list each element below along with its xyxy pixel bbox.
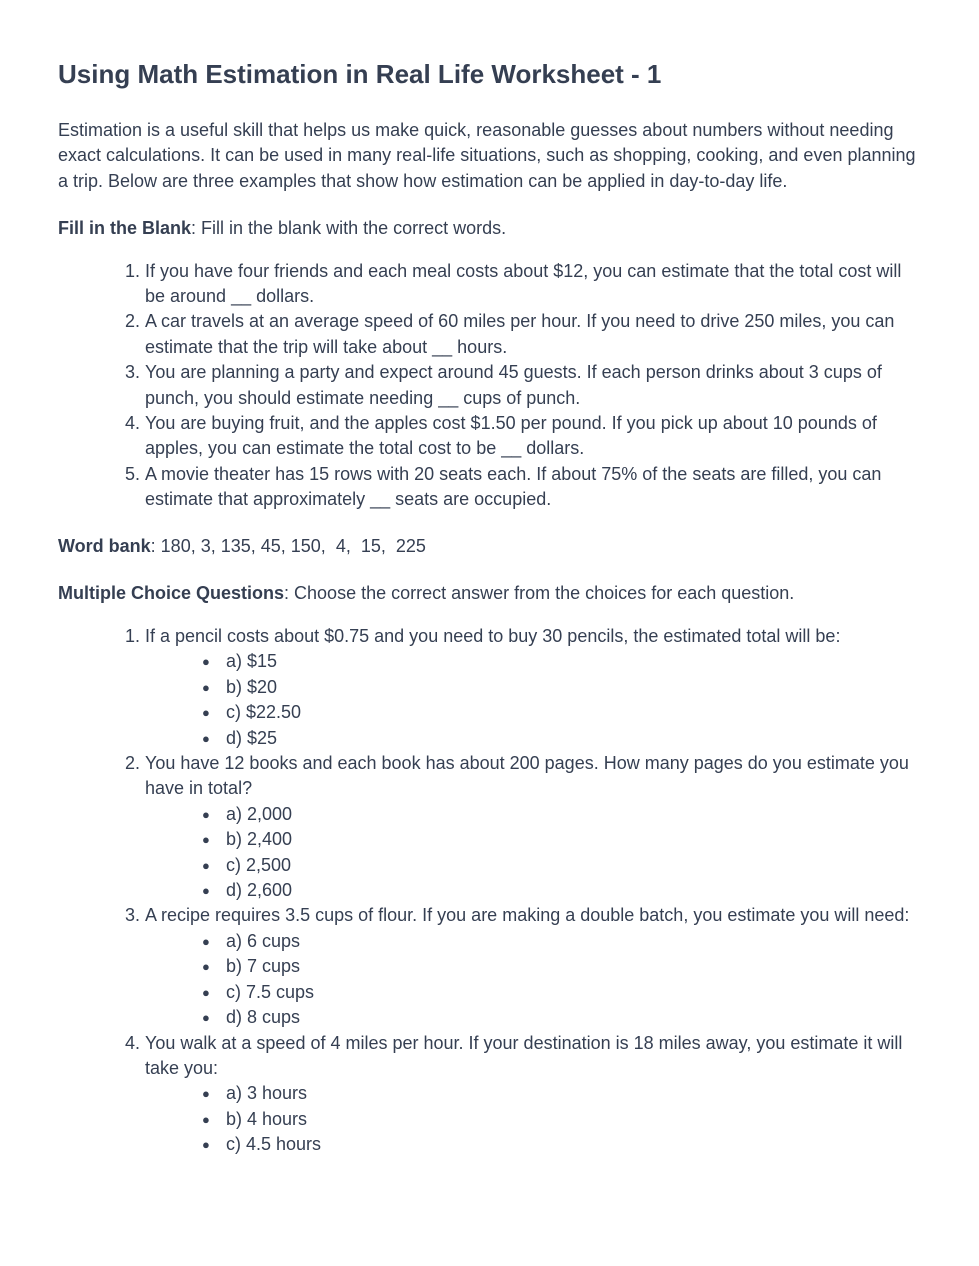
fill-heading: Fill in the Blank	[58, 217, 192, 238]
fill-section-heading	[58, 216, 924, 241]
fill-instruction: : Fill in the blank with the correct words.	[191, 217, 507, 238]
mc-question	[145, 1031, 924, 1158]
intro-paragraph: Estimation is a useful skill that helps us make quick, reasonable guesses about numbers without needing exact calculations. It can be used in many real-life situations, such as shopping, cooking, and even planning a trip. Below are three examples that show how estimation can be applied in day-to-day life.	[58, 120, 916, 191]
choice: ● a) 3 hours	[226, 1081, 924, 1106]
question-text: You have 12 books and each book has about 200 pages. How many pages do you estimate you have in total?	[145, 753, 909, 799]
fill-item: 4. You are buying fruit, and the apples cost $1.50 per pound. If you pick up about 10 pounds of apples, you can estimate the total cost to be __ dollars.	[145, 411, 924, 462]
question-text: If a pencil costs about $0.75 and you need to buy 30 pencils, the estimated total will be:	[145, 626, 841, 646]
fill-list	[58, 259, 924, 513]
choice-list	[145, 802, 924, 904]
fill-item: 1. If you have four friends and each meal costs about $12, you can estimate that the total cost will be around __ dollars.	[145, 259, 924, 310]
fill-item: 5. A movie theater has 15 rows with 20 seats each. If about 75% of the seats are filled, you can estimate that approximately __ seats are occupied.	[145, 462, 924, 513]
mc-question	[145, 751, 924, 903]
mc-question	[145, 624, 924, 751]
choice: ● d) $25	[226, 726, 924, 751]
choice: ● b) 4 hours	[226, 1107, 924, 1132]
question-text: You walk at a speed of 4 miles per hour. If your destination is 18 miles away, you estimate it will take you:	[145, 1032, 903, 1078]
choice: ● a) 6 cups	[226, 929, 924, 954]
mc-question	[145, 903, 924, 1030]
page-title: Using Math Estimation in Real Life Worksheet - 1	[58, 59, 662, 89]
choice: ● c) $22.50	[226, 700, 924, 725]
choice: ● d) 8 cups	[226, 1005, 924, 1030]
choice-list	[145, 1081, 924, 1157]
choice: ● a) 2,000	[226, 802, 924, 827]
choice: ● c) 7.5 cups	[226, 980, 924, 1005]
word-bank	[58, 534, 924, 559]
mc-instruction: : Choose the correct answer from the choices for each question.	[284, 583, 795, 604]
choice-list	[145, 929, 924, 1031]
mc-section-heading	[58, 581, 924, 606]
choice: ● b) $20	[226, 675, 924, 700]
fill-item: 2. A car travels at an average speed of 60 miles per hour. If you need to drive 250 miles, you can estimate that the trip will take about __ hours.	[145, 309, 924, 360]
mc-heading: Multiple Choice Questions	[58, 583, 285, 604]
choice: ● c) 2,500	[226, 853, 924, 878]
choice: ● d) 2,600	[226, 878, 924, 903]
choice: ● b) 7 cups	[226, 954, 924, 979]
choice: ● b) 2,400	[226, 827, 924, 852]
mc-list	[58, 624, 924, 1158]
choice: ● a) $15	[226, 649, 924, 674]
worksheet-body	[58, 118, 924, 1158]
choice-list	[145, 649, 924, 751]
fill-item: 3. You are planning a party and expect around 45 guests. If each person drinks about 3 cups of punch, you should estimate needing __ cups of punch.	[145, 360, 924, 411]
choice: ● c) 4.5 hours	[226, 1132, 924, 1157]
word-bank-heading: Word bank	[58, 536, 151, 557]
word-bank-values: : 180, 3, 135, 45, 150, 4, 15, 225	[150, 536, 426, 557]
question-text: A recipe requires 3.5 cups of flour. If you are making a double batch, you estimate you will need:	[145, 905, 910, 926]
